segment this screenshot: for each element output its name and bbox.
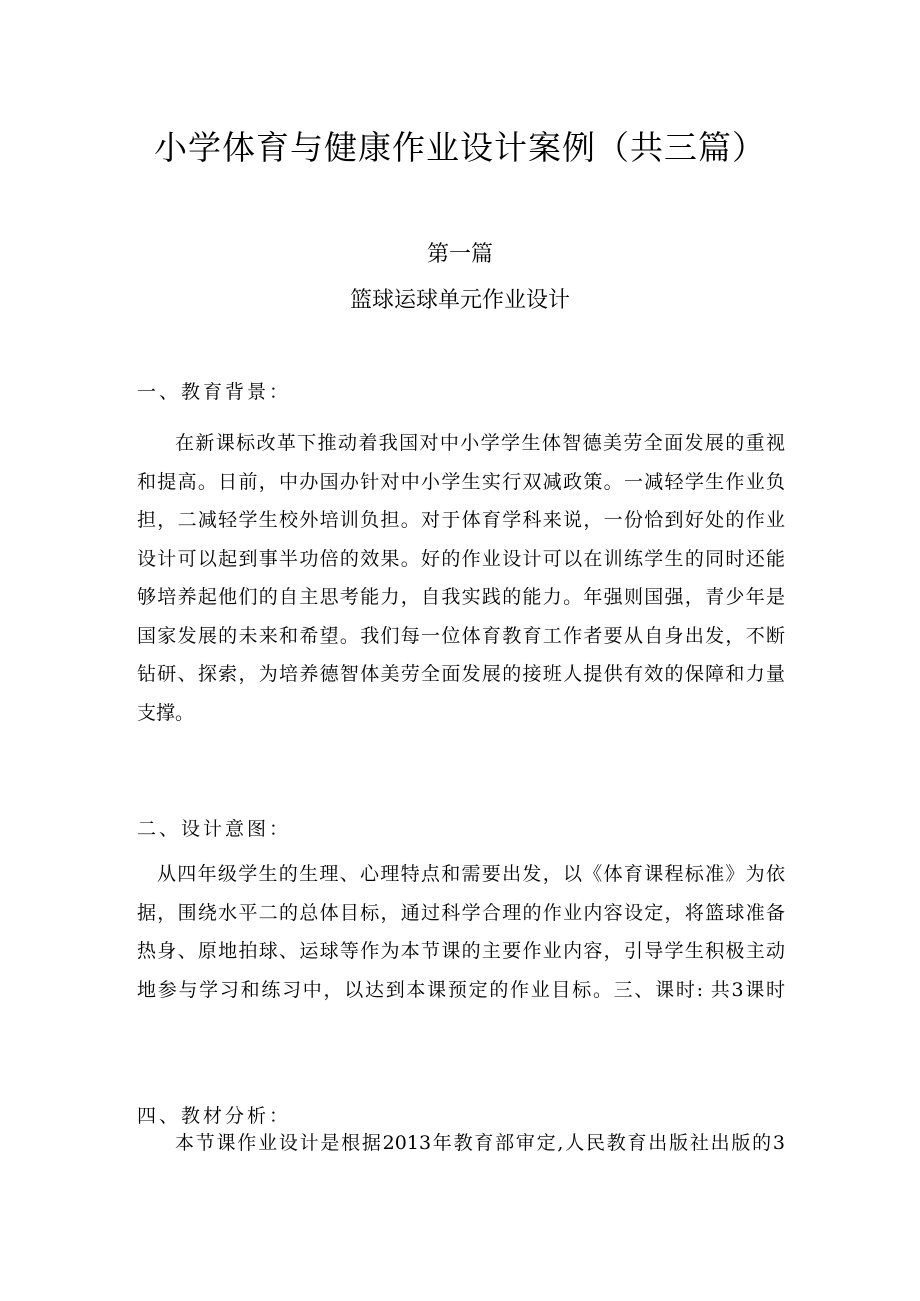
paragraph-line: 从四年级学生的生理、心理特点和需要出发，以《体育课程标准》为依 <box>157 863 785 885</box>
paragraph-line: 在新课标改革下推动着我国对中小学学生体智德美劳全面发展的重视 <box>175 432 785 454</box>
paragraph-line: 和提高。日前，中办国办针对中小学生实行双减政策。一减轻学生作业负 <box>137 470 785 493</box>
paragraph-line: 够培养起他们的自主思考能力，自我实践的能力。年强则国强，青少年是 <box>137 586 785 608</box>
paragraph-line: 据，围绕水平二的总体目标，通过科学合理的作业内容设定，将篮球准备 <box>137 901 785 924</box>
part-title: 篮球运球单元作业设计 <box>349 288 570 313</box>
section-heading-material-analysis: 四、教材分析： <box>137 1105 292 1127</box>
paragraph-line: 担，二减轻学生校外培训负担。对于体育学科来说，一份恰到好处的作业 <box>137 509 785 531</box>
paragraph-line: 国家发展的未来和希望。我们每一位体育教育工作者要从自身出发，不断 <box>137 624 785 647</box>
paragraph-line: 钻研、探索，为培养德智体美劳全面发展的接班人提供有效的保障和力量 <box>137 663 785 685</box>
part-label: 第一篇 <box>426 242 493 267</box>
paragraph-line: 地参与学习和练习中，以达到本课预定的作业目标。三、课时: 共3课时 <box>137 978 785 1001</box>
paragraph-line: 支撑。 <box>137 701 195 724</box>
section-paragraph-design-intent <box>137 855 785 1009</box>
paragraph-line: 热身、原地拍球、运球等作为本节课的主要作业内容，引导学生积极主动 <box>137 940 785 962</box>
section-heading-design-intent: 二、设计意图： <box>137 818 292 840</box>
section-heading-background: 一、教育背景： <box>137 381 292 403</box>
section-paragraph-material-analysis <box>137 1124 785 1163</box>
section-paragraph-background <box>137 424 785 732</box>
paragraph-line: 设计可以起到事半功倍的效果。好的作业设计可以在训练学生的同时还能 <box>137 547 785 570</box>
document-title: 小学体育与健康作业设计案例（共三篇） <box>154 128 766 167</box>
paragraph-line: 本节课作业设计是根据2013年教育部审定,人民教育出版社出版的3 <box>175 1132 785 1154</box>
